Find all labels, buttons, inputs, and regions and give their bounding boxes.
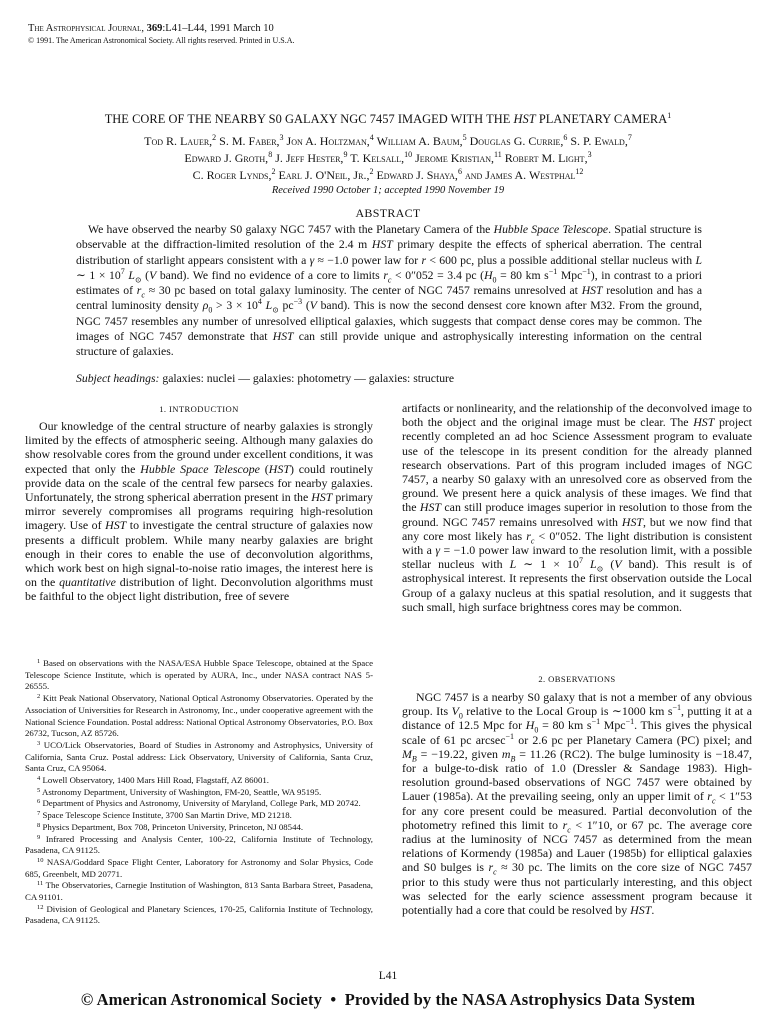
section-heading-introduction: 1. INTRODUCTION — [159, 404, 239, 414]
subject-headings — [76, 371, 702, 386]
author-affiliation-mark: 10 — [404, 150, 413, 159]
footnote-12: $^{12}$ Division of Geological and Planetary Sciences, 170-25, California Institute of Technology, Pasadena, CA 91125. — [25, 903, 373, 926]
author-affiliation-mark: 11 — [494, 150, 502, 159]
footnote-mark: 2 — [37, 693, 41, 701]
title-footnote-mark: 1 — [667, 111, 672, 120]
subject-text: galaxies: nuclei — galaxies: photometry — galaxies: structure — [159, 372, 455, 385]
author-name: J. Jeff Hester, — [275, 151, 344, 165]
section-heading-observations: 2. OBSERVATIONS — [538, 674, 616, 684]
author-name: Edward J. Shaya, — [376, 168, 458, 182]
author-name: William A. Baum, — [376, 134, 463, 148]
footnote-4: $^4$ Lowell Observatory, 1400 Mars Hill Road, Flagstaff, AZ 86001. — [37, 775, 269, 786]
footnote-2: $^2$ Kitt Peak National Observatory, National Optical Astronomy Observatories. Operated by the Association of Universities for Research in Astronomy, Inc., under cooperative agreement with the National Science Foundation. Postal address: National Optical Astronomy Observatories, P.O. Box 26732, Tucson, AZ 85726. — [25, 693, 373, 739]
introduction-continued-text: artifacts or nonlinearity, and the relationship of the deconvolved image to both the object and the original image must be clear. The HST project recently completed an ad hoc Science Assessment program to evaluate use of the telescope in its present condition for the already planned research observations. Part of this program included images of NGC 7457, a nearby S0 galaxy with an unresolved core as observed from the ground. We present here a quick analysis of these images. We find that the HST can still produce images superior in resolution to those from the ground. NGC 7457 remains unresolved with HST, but we now find that any core most likely has $r_c < 0''052$. The light distribution is consistent with a γ = −1.0 power law inward to the resolution limit, with a possible stellar nucleus with L ∼ $1 \times 10^7$ $L_⊙$ (V band). This result is of astrophysical interest. It represents the first observation outside the Local Group of a galaxy nucleus at this spatial resolution, and it suggests that such small, high surface brightness cores may be common. — [402, 401, 753, 614]
footnote-mark: 4 — [37, 775, 41, 783]
author-name: and James A. Westphal — [464, 168, 576, 182]
footnote-11: $^{11}$ The Observatories, Carnegie Institution of Washington, 813 Santa Barbara Street, Pasadena, CA 91101. — [25, 880, 373, 903]
footnote-1: $^1$ Based on observations with the NASA/ESA Hubble Space Telescope, obtained at the Space Telescope Science Institute, which is operated by AURA, Inc., under NASA contract NAS 5-26555. — [25, 658, 373, 692]
journal-volume: 369 — [146, 23, 163, 34]
ads-banner: © American Astronomical Society • Provided by the NASA Astrophysics Data System — [80, 990, 696, 1009]
footnote-mark: 1 — [37, 658, 41, 665]
footnote-mark: 12 — [37, 903, 44, 911]
author-name: Jerome Kristian, — [415, 151, 495, 165]
author-affiliation-mark: 3 — [279, 133, 284, 142]
author-affiliation-mark: 2 — [271, 167, 276, 176]
author-affiliation-mark: 8 — [268, 150, 273, 159]
author-affiliation-mark: 5 — [462, 133, 467, 142]
footnote-7: $^7$ Space Telescope Science Institute, 3700 San Martin Drive, MD 21218. — [37, 810, 292, 821]
author-name: S. P. Ewald, — [570, 134, 628, 148]
footnote-10: $^{10}$ NASA/Goddard Space Flight Center, Laboratory for Astronomy and Solar Physics, Code 685, Greenbelt, MD 20771. — [25, 856, 373, 879]
journal-name: The Astrophysical Journal — [28, 23, 142, 34]
author-list — [40, 133, 736, 184]
author-affiliation-mark: 7 — [627, 133, 632, 142]
title-hst: HST — [513, 112, 536, 126]
author-name: Earl J. O'Neil, Jr., — [278, 168, 370, 182]
author-name: T. Kelsall, — [350, 151, 405, 165]
introduction-text: Our knowledge of the central structure of nearby galaxies is strongly limited by the effects of atmospheric seeing. Although many galaxies do show resolvable cores from the ground under excellent conditions, it was expected that only the Hubble Space Telescope (HST) could routinely provide data on the scale of the central few parsecs for nearby galaxies. Unfortunately, the strong spherical aberration present in the HST primary mirror severely compromises all programs requiring high-resolution imagery. Use of HST to investigate the central structure of galaxies now presents a difficult problem. While many nearby galaxies are bright enough in their cores to enable the use of deconvolution algorithms, which work best on high signal-to-noise ratio images, the interest here is on the quantitative distribution of light. Deconvolution algorithms must be faithful to the object light distribution, free of severe — [25, 419, 374, 604]
title-text: THE CORE OF THE NEARBY S0 GALAXY NGC 7457 IMAGED WITH THE — [104, 112, 514, 126]
author-affiliation-mark: 6 — [563, 133, 568, 142]
author-name: Tod R. Lauer, — [144, 134, 213, 148]
footnote-mark: 7 — [37, 810, 41, 818]
page-number: L41 — [378, 970, 398, 982]
author-name: C. Roger Lynds, — [192, 168, 272, 182]
received-dates: Received 1990 October 1; accepted 1990 November 19 — [271, 185, 505, 196]
journal-pages: :L41–L44, 1991 March 10 — [162, 23, 274, 34]
title-text-end: PLANETARY CAMERA — [535, 112, 668, 126]
author-name: Douglas G. Currie, — [469, 134, 564, 148]
author-affiliation-mark: 4 — [369, 133, 374, 142]
author-name: Edward J. Groth, — [184, 151, 269, 165]
footnote-mark: 11 — [37, 880, 44, 888]
observations-text: NGC 7457 is a nearby S0 galaxy that is not a member of any obvious group. Its $V_0$ relative to the Local Group is ∼1000 km $s^{-1}$, putting it at a distance of 12.5 Mpc for $H_0 = 80$ km $s^{-1}$ Mpc$^{-1}$. This gives the physical scale of 61 pc arcsec$^{-1}$ or 2.6 pc per Planetary Camera (PC) pixel; and $M_B = -19.22$, given $m_B = 11.26$ (RC2). The bulge luminosity is −18.47, for a bulge-to-disk ratio of 1.0 (Dressler & Sandage 1983). High-resolution ground-based observations of NGC 7457 were obtained by Lauer (1985a). At the prevailing seeing, only an upper limit of $r_c < 1''53$ for any core present could be measured. Partial deconvolution of the photometry refined this limit to $r_c < 1''10$, or 67 pc. The average core radius at the luminosity of NCG 7457 as determined from the mean relations of Kormendy (1985a) and Lauer (1985b) for elliptical galaxies and S0 bulges is $r_c \approx 30$ pc. The limits on the core size of NGC 7457 prior to this study were thus not particularly interesting, and this object was selected for the early science assessment program because it potentially had a core that could be resolved by HST. — [402, 690, 753, 918]
author-affiliation-mark: 2 — [369, 167, 374, 176]
footnote-5: $^5$ Astronomy Department, University of Washington, FM-20, Seattle, WA 95195. — [37, 786, 322, 797]
copyright-line: © 1991. The American Astronomical Society. All rights reserved. Printed in U.S.A. — [28, 36, 295, 45]
author-affiliation-mark: 6 — [457, 167, 462, 176]
footnote-3: $^3$ UCO/Lick Observatories, Board of Studies in Astronomy and Astrophysics, University of California, Santa Cruz. Postal address: Lick Observatory, University of California, Santa Cruz, Santa Cruz, CA 95064. — [25, 739, 373, 774]
author-affiliation-mark: 3 — [587, 150, 592, 159]
author-affiliation-mark: 12 — [575, 167, 584, 176]
author-name: Robert M. Light, — [504, 151, 588, 165]
footnote-mark: 5 — [37, 786, 41, 794]
journal-header: The Astrophysical Journal, 369:L41–L44, 1991 March 10 — [28, 23, 274, 34]
abstract-heading: ABSTRACT — [355, 206, 421, 220]
footnote-9: $^9$ Infrared Processing and Analysis Center, 100-22, California Institute of Technology, Pasadena, CA 91125. — [25, 833, 373, 856]
footnote-mark: 3 — [37, 739, 41, 747]
abstract-body: We have observed the nearby S0 galaxy NGC 7457 with the Planetary Camera of the Hubble Space Telescope. Spatial structure is observable at the diffraction-limited resolution of the 2.4 m HST primary despite the effects of spherical aberration. The central distribution of starlight appears consistent with a γ ≈ −1.0 power law for r < 600 pc, plus a possible additional stellar nucleus with L ∼ $1 \times 10^7$ $L_⊙$ (V band). We find no evidence of a core to limits $r_c < 0''052 = 3.4$ pc ($H_0 = 80$ km $s^{-1}$ Mpc$^{-1}$), in contrast to a priori estimates of $r_c \approx 30$ pc based on total galaxy luminosity. The center of NGC 7457 remains unresolved at HST resolution and has a central luminosity density $\rho_0 > 3 \times 10^4$ $L_⊙$ $pc^{-3}$ (V band). This is now the second densest core known after M32. From the ground, NGC 7457 resembles any number of unresolved elliptical galaxies, which suggests that compact dense cores may be common. The images of NGC 7457 demonstrate that HST can still provide unique and astrophysically interesting information on the central structure of galaxies. — [76, 223, 703, 359]
footnotes — [25, 658, 373, 927]
footnote-mark: 6 — [37, 798, 41, 806]
author-affiliation-mark: 9 — [343, 150, 348, 159]
subject-label: Subject headings: — [76, 372, 160, 385]
author-name: S. M. Faber, — [219, 134, 280, 148]
footnote-6: $^6$ Department of Physics and Astronomy, University of Maryland, College Park, MD 20742. — [37, 798, 361, 809]
footnote-8: $^8$ Physics Department, Box 708, Princeton University, Princeton, NJ 08544. — [37, 821, 304, 832]
paper-title — [30, 112, 746, 127]
footnote-mark: 10 — [37, 856, 44, 864]
author-name: Jon A. Holtzman, — [286, 134, 370, 148]
footnote-mark: 9 — [37, 833, 41, 841]
author-affiliation-mark: 2 — [212, 133, 217, 142]
footnote-mark: 8 — [37, 821, 41, 829]
